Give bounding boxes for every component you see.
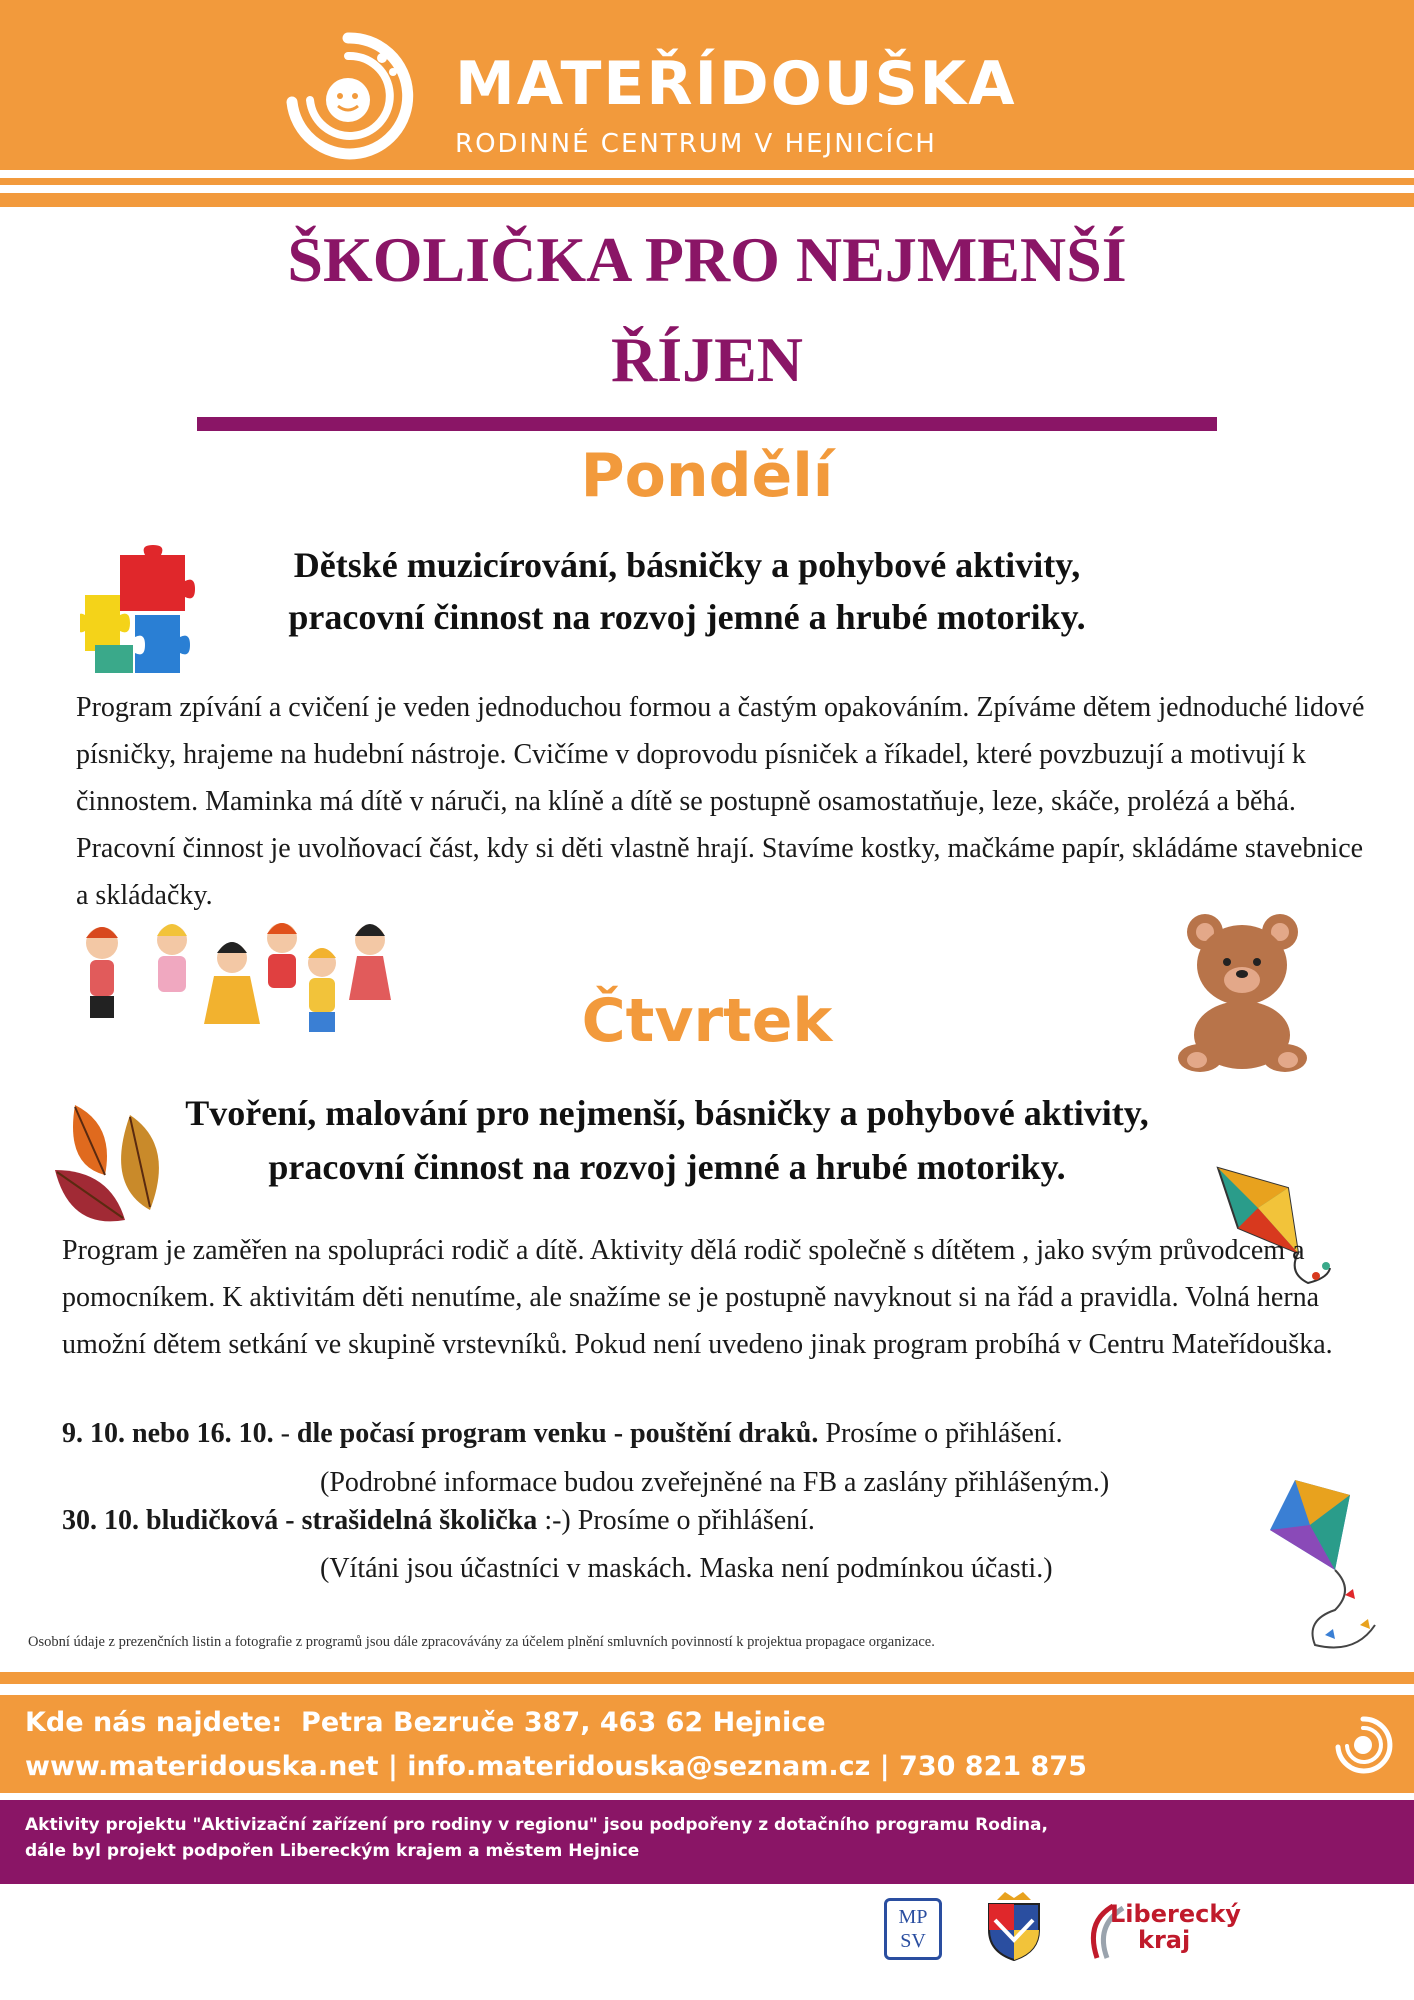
brand-name: MATEŘÍDOUŠKA [455,49,1017,119]
mpsv-logo-text: MP [898,1906,928,1928]
thursday-subtitle: pracovní činnost na rozvoj jemné a hrubé motoriky. [268,1147,1066,1187]
project-note: dále byl projekt podpořen Libereckým krajem a městem Hejnice [25,1841,640,1861]
footer-divider [0,1672,1414,1684]
brand-subtitle: RODINNÉ CENTRUM V HEJNICÍCH [455,129,937,159]
project-note: Aktivity projektu "Aktivizační zařízení pro rodiny v regionu" jsou podpořeny z dotačního programu Rodina, [25,1815,1048,1835]
event-note: (Podrobné informace budou zveřejněné na FB a zaslány přihlášeným.) [320,1467,1110,1498]
logo-spiral-icon [278,30,418,160]
monday-subtitle: Dětské muzicírování, básničky a pohybové aktivity, [293,545,1081,585]
event-date: 30. 10. bludičková - strašidelná školička [62,1505,538,1536]
footer-contacts: www.materidouska.net | info.materidouska@seznam.cz | 730 821 875 [25,1751,1087,1782]
thursday-subtitle: Tvoření, malování pro nejmenší, básničky a pohybové aktivity, [185,1093,1149,1133]
page-subtitle-month: ŘÍJEN [610,324,804,395]
event-note: (Vítáni jsou účastníci v maskách. Maska není podmínkou účasti.) [320,1553,1053,1584]
event-line [62,1410,1063,1457]
header-divider [0,193,1414,207]
event-line [62,1497,815,1544]
address-value: Petra Bezruče 387, 463 62 Hejnice [301,1707,826,1738]
event-text: Prosíme o přihlášení. [818,1418,1063,1449]
thursday-heading: Čtvrtek [581,986,833,1056]
monday-description: Program zpívání a cvičení je veden jednoduchou formou a častým opakováním. Zpíváme dětem jednoduché lidové písničky, hrajeme na hudební nástroje. Cvičíme v doprovodu písniček a říkadel, které povzbuzují a motivují k činnostem. Maminka má dítě v náruči, na klíně a dítě se postupně osamostatňuje, leze, skáče, prolézá a běhá. Pracovní činnost je uvolňovací část, kdy si děti vlastně hrají. Stavíme kostky, mačkáme papír, skládáme stavebnice a skládačky. [76,692,1365,911]
event-text: :-) Prosíme o přihlášení. [537,1505,815,1536]
mpsv-logo [884,1898,942,1960]
liberecky-kraj-logo-text: kraj [1138,1926,1191,1954]
event-title: dle počasí program venku - pouštění draků. [296,1418,819,1449]
thursday-description: Program je zaměřen na spolupráci rodič a dítě. Aktivity dělá rodič společně s dítětem , jako svým průvodcem a pomocníkem. K aktivitám děti nenutíme, ale snažíme se je postupně navyknout si na řád a pravidla. Volná herna umožní dětem setkání ve skupině vrstevníků. Pokud není uvedeno jinak program probíhá v Centru Mateřídouška. [62,1235,1333,1360]
logo-spiral-icon [1333,1715,1393,1775]
monday-subtitle: pracovní činnost na rozvoj jemné a hrubé motoriky. [288,597,1086,637]
town-crest-icon [985,1890,1043,1962]
gdpr-note: Osobní údaje z prezenčních listin a fotografie z programů jsou dále zpracovávány za účelem plnění smluvních povinností k projektua propagace organizace. [28,1634,935,1650]
title-divider [197,417,1217,431]
header-divider [0,178,1414,185]
event-separator: - [273,1418,297,1449]
mpsv-logo-text: SV [900,1930,926,1952]
address-label: Kde nás najdete: [25,1707,283,1738]
footer-address [25,1703,826,1743]
monday-heading: Pondělí [580,441,834,511]
page-title: ŠKOLIČKA PRO NEJMENŠÍ [287,224,1127,295]
liberecky-kraj-logo-text: Liberecký [1110,1900,1241,1928]
event-date: 9. 10. nebo 16. 10. [62,1418,274,1449]
